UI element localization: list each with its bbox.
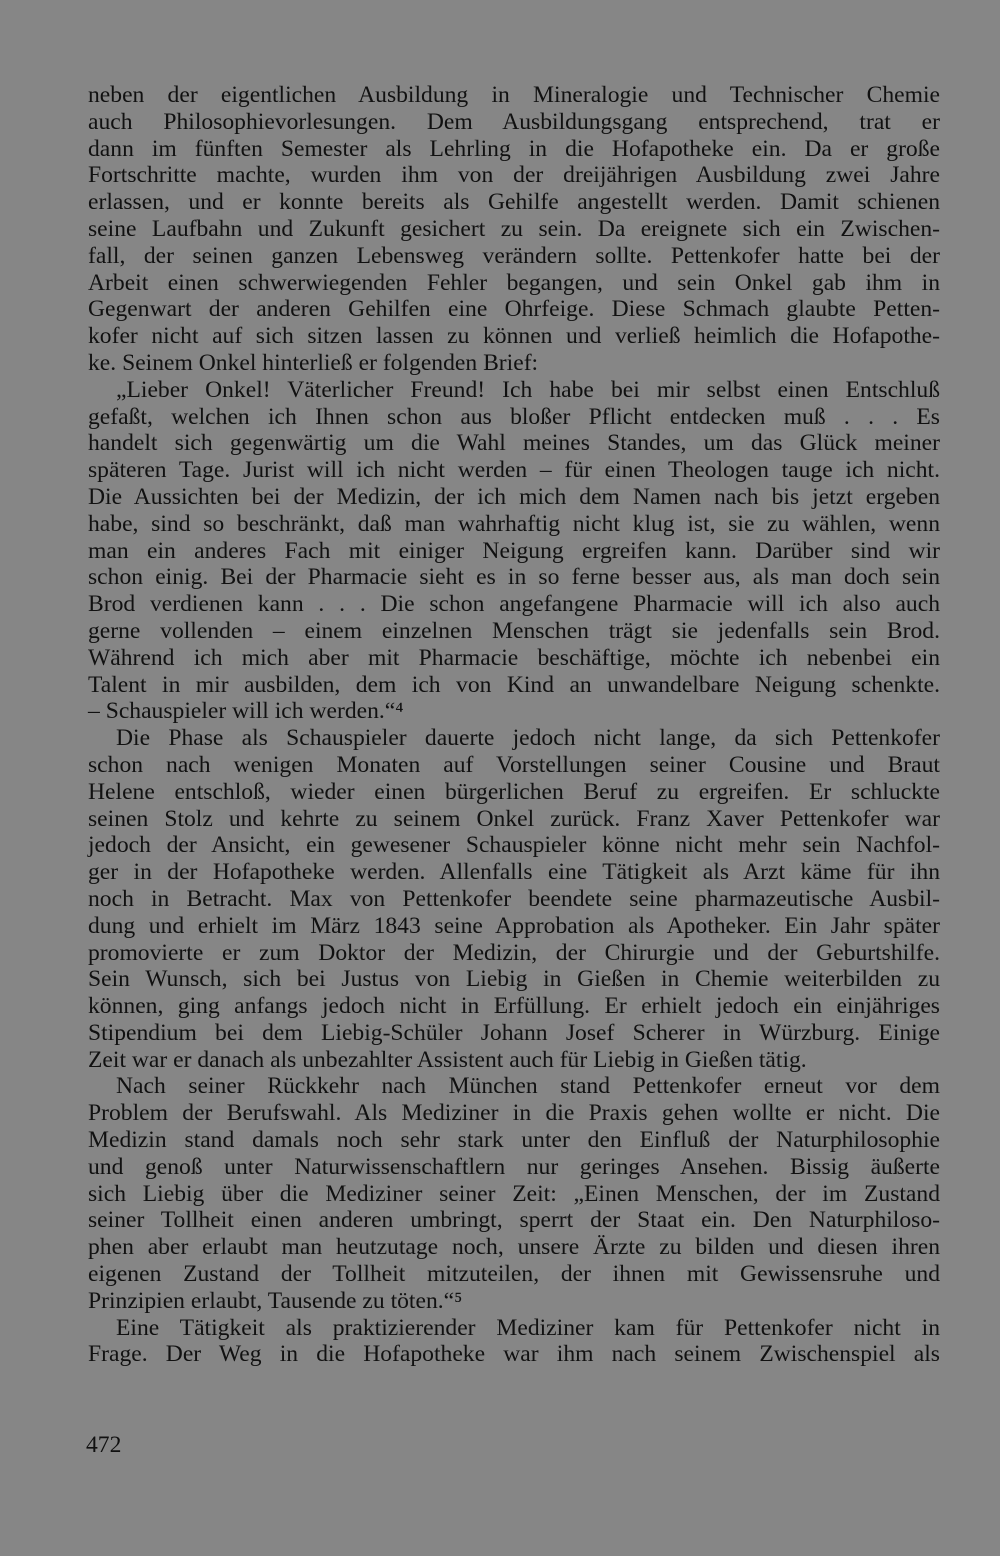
- text-line: Medizin stand damals noch sehr stark unter den Einfluß der Naturphilosophie: [88, 1127, 940, 1154]
- text-line: – Schauspieler will ich werden.“⁴: [88, 698, 404, 725]
- text-line: Fortschritte machte, wurden ihm von der dreijährigen Ausbildung zwei Jahre: [88, 162, 940, 189]
- text-line: Stipendium bei dem Liebig-Schüler Johann Josef Scherer in Würzburg. Einige: [88, 1019, 940, 1046]
- text-line: Gegenwart der anderen Gehilfen eine Ohrfeige. Diese Schmach glaubte Petten-: [88, 296, 940, 323]
- text-line: kofer nicht auf sich sitzen lassen zu können und verließ heimlich die Hofapothe-: [88, 323, 940, 350]
- text-line: dann im fünften Semester als Lehrling in die Hofapotheke ein. Da er große: [88, 135, 940, 162]
- page-number: 472: [86, 1432, 122, 1458]
- text-line: gerne vollenden – einem einzelnen Menschen trägt sie jedenfalls sein Brod.: [88, 617, 940, 644]
- text-line: sich Liebig über die Mediziner seiner Zeit: „Einen Menschen, der im Zustand: [88, 1180, 940, 1207]
- text-line: Sein Wunsch, sich bei Justus von Liebig in Gießen in Chemie weiterbilden zu: [88, 966, 940, 993]
- text-line: Frage. Der Weg in die Hofapotheke war ihm nach seinem Zwischenspiel als: [88, 1341, 940, 1368]
- text-line: neben der eigentlichen Ausbildung in Mineralogie und Technischer Chemie: [88, 82, 940, 108]
- text-line: ger in der Hofapotheke werden. Allenfalls eine Tätigkeit als Arzt käme für ihn: [88, 859, 940, 886]
- text-line: gefaßt, welchen ich Ihnen schon aus bloßer Pflicht entdecken muß . . . Es: [88, 403, 940, 430]
- text-line: schon nach wenigen Monaten auf Vorstellungen seiner Cousine und Braut: [88, 751, 940, 778]
- text-line: seine Laufbahn und Zukunft gesichert zu sein. Da ereignete sich ein Zwischen-: [88, 215, 940, 242]
- text-line: promovierte er zum Doktor der Medizin, der Chirurgie und der Geburtshilfe.: [88, 939, 940, 966]
- text-line: auch Philosophievorlesungen. Dem Ausbildungsgang entsprechend, trat er: [88, 108, 940, 135]
- text-line: Nach seiner Rückkehr nach München stand Pettenkofer erneut vor dem: [116, 1073, 940, 1100]
- text-line: Talent in mir ausbilden, dem ich von Kind an unwandelbare Neigung schenkte.: [88, 671, 940, 698]
- text-line: Arbeit einen schwerwiegenden Fehler begangen, und sein Onkel gab ihm in: [88, 269, 940, 296]
- text-line: handelt sich gegenwärtig um die Wahl meines Standes, um das Glück meiner: [88, 430, 940, 457]
- text-line: Brod verdienen kann . . . Die schon angefangene Pharmacie will ich also auch: [88, 591, 940, 618]
- text-line: dung und erhielt im März 1843 seine Approbation als Apotheker. Ein Jahr später: [88, 912, 940, 939]
- text-line: seinen Stolz und kehrte zu seinem Onkel zurück. Franz Xaver Pettenkofer war: [88, 805, 940, 832]
- text-line: man ein anderes Fach mit einiger Neigung ergreifen kann. Darüber sind wir: [88, 537, 940, 564]
- text-line: Während ich mich aber mit Pharmacie beschäftige, möchte ich nebenbei ein: [88, 644, 940, 671]
- text-line: phen aber erlaubt man heutzutage noch, unsere Ärzte zu bilden und diesen ihren: [88, 1234, 940, 1261]
- page-text: [88, 82, 940, 1368]
- text-line: Die Phase als Schauspieler dauerte jedoch nicht lange, da sich Pettenkofer: [116, 725, 940, 752]
- text-line: Prinzipien erlaubt, Tausende zu töten.“⁵: [88, 1287, 463, 1314]
- text-line: Helene entschloß, wieder einen bürgerlichen Beruf zu ergreifen. Er schluckte: [88, 778, 940, 805]
- text-line: Zeit war er danach als unbezahlter Assistent auch für Liebig in Gießen tätig.: [88, 1046, 807, 1073]
- text-line: schon einig. Bei der Pharmacie sieht es in so ferne besser aus, als man doch sein: [88, 564, 940, 591]
- text-line: seiner Tollheit einen anderen umbringt, sperrt der Staat ein. Den Naturphiloso-: [88, 1207, 940, 1234]
- text-line: können, ging anfangs jedoch nicht in Erfüllung. Er erhielt jedoch ein einjähriges: [88, 993, 940, 1020]
- text-line: späteren Tage. Jurist will ich nicht werden – für einen Theologen tauge ich nicht.: [88, 457, 940, 484]
- text-line: „Lieber Onkel! Väterlicher Freund! Ich habe bei mir selbst einen Entschluß: [116, 376, 940, 403]
- text-line: noch in Betracht. Max von Pettenkofer beendete seine pharmazeutische Ausbil-: [88, 885, 940, 912]
- text-line: erlassen, und er konnte bereits als Gehilfe angestellt werden. Damit schienen: [88, 189, 940, 216]
- text-line: Problem der Berufswahl. Als Mediziner in die Praxis gehen wollte er nicht. Die: [88, 1100, 940, 1127]
- text-line: Eine Tätigkeit als praktizierender Mediziner kam für Pettenkofer nicht in: [116, 1314, 940, 1341]
- text-line: habe, sind so beschränkt, daß man wahrhaftig nicht klug ist, sie zu wählen, wenn: [88, 510, 940, 537]
- text-line: fall, der seinen ganzen Lebensweg verändern sollte. Pettenkofer hatte bei der: [88, 242, 940, 269]
- text-line: Die Aussichten bei der Medizin, der ich mich dem Namen nach bis jetzt ergeben: [88, 483, 940, 510]
- text-line: ke. Seinem Onkel hinterließ er folgenden Brief:: [88, 349, 539, 376]
- text-line: und genoß unter Naturwissenschaftlern nur geringes Ansehen. Bissig äußerte: [88, 1153, 940, 1180]
- text-line: eigenen Zustand der Tollheit mitzuteilen, der ihnen mit Gewissensruhe und: [88, 1261, 940, 1288]
- text-line: jedoch der Ansicht, ein gewesener Schauspieler könne nicht mehr sein Nachfol-: [88, 832, 940, 859]
